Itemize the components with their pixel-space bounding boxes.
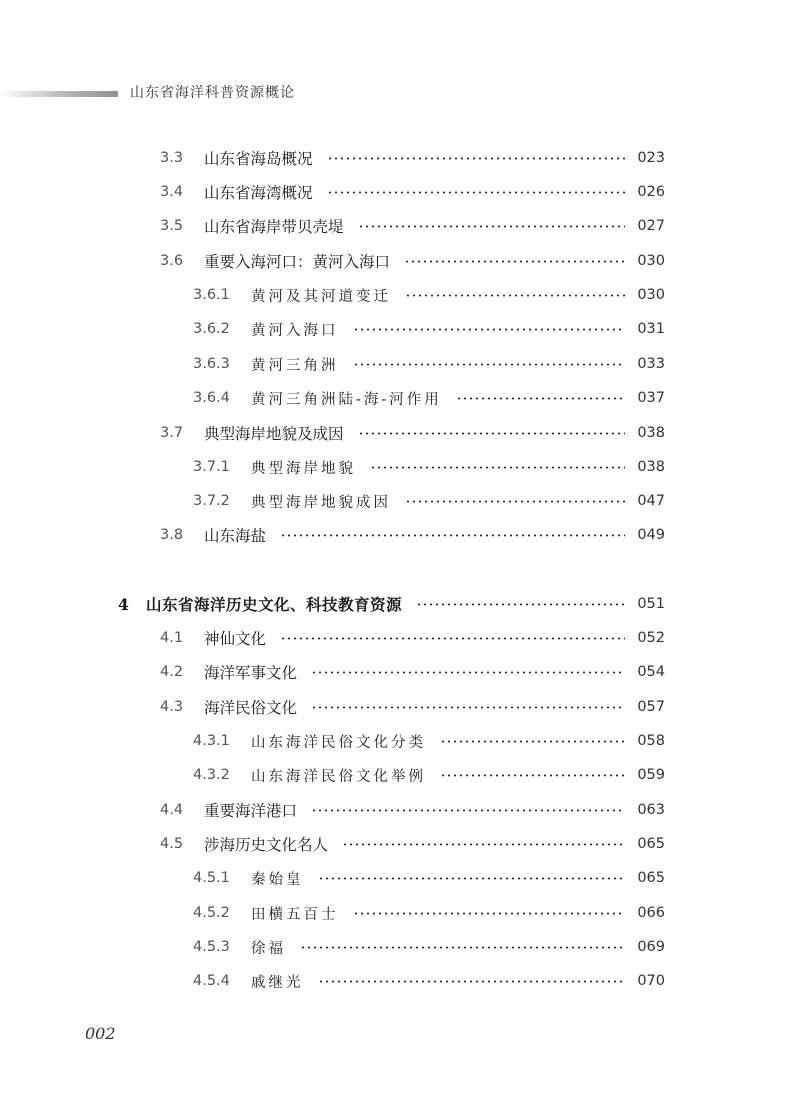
toc-entry-title: 徐福 — [251, 940, 286, 957]
toc-section-entry[interactable] — [160, 421, 665, 445]
toc-entry-title: 田横五百士 — [251, 906, 339, 923]
toc-entry-number: 3.7.1 — [193, 459, 230, 475]
toc-entry-page: 047 — [637, 493, 665, 509]
toc-entry-page: 038 — [637, 425, 665, 441]
toc-dot-leader — [280, 637, 625, 640]
toc-entry-title: 山东海洋民俗文化举例 — [251, 768, 426, 785]
toc-entry-page: 069 — [637, 939, 665, 955]
toc-subsection-entry[interactable] — [193, 729, 665, 753]
toc-dot-leader — [318, 877, 626, 880]
toc-entry-number: 4.4 — [160, 802, 184, 818]
toc-dot-leader — [405, 294, 625, 297]
toc-entry-title: 典型海岸地貌及成因 — [204, 425, 344, 443]
toc-entry-page: 049 — [637, 527, 665, 543]
toc-section-entry[interactable] — [160, 214, 665, 238]
toc-entry-number: 4.5.4 — [193, 973, 230, 989]
toc-entry-title: 重要入海河口：黄河入海口 — [204, 253, 391, 271]
toc-entry-number: 3.7 — [160, 425, 184, 441]
toc-entry-page: 070 — [637, 973, 665, 989]
toc-dot-leader — [353, 363, 626, 366]
toc-entry-page: 026 — [637, 184, 665, 200]
toc-section-entry[interactable] — [160, 180, 665, 204]
toc-chapter-entry[interactable] — [118, 592, 665, 616]
toc-entry-page: 065 — [637, 870, 665, 886]
toc-entry-page: 031 — [637, 321, 665, 337]
toc-dot-leader — [416, 603, 625, 606]
toc-subsection-entry[interactable] — [193, 935, 665, 959]
toc-entry-page: 027 — [637, 218, 665, 234]
toc-entry-title: 山东海洋民俗文化分类 — [251, 734, 426, 751]
toc-entry-title: 黄河三角洲 — [251, 357, 339, 374]
toc-entry-number: 3.6.2 — [193, 321, 230, 337]
toc-dot-leader — [327, 191, 625, 194]
toc-entry-number: 4 — [118, 594, 129, 614]
toc-entry-title: 黄河入海口 — [251, 322, 339, 339]
toc-entry-title: 山东省海湾概况 — [204, 184, 313, 202]
running-header-title: 山东省海洋科普资源概论 — [130, 85, 295, 101]
toc-dot-leader — [440, 774, 625, 777]
toc-entry-number: 4.3 — [160, 699, 184, 715]
toc-section-entry[interactable] — [160, 832, 665, 856]
toc-dot-leader — [311, 706, 625, 709]
toc-section-entry[interactable] — [160, 249, 665, 273]
toc-entry-title: 典型海岸地貌 — [251, 460, 356, 477]
toc-entry-page: 057 — [637, 699, 665, 715]
toc-entry-page: 063 — [637, 802, 665, 818]
toc-entry-page: 059 — [637, 767, 665, 783]
toc-entry-number: 3.6.1 — [193, 287, 230, 303]
toc-dot-leader — [311, 809, 625, 812]
toc-entry-title: 山东省海洋历史文化、科技教育资源 — [146, 595, 403, 614]
toc-entry-page: 051 — [637, 596, 665, 612]
toc-entry-number: 4.5.1 — [193, 870, 230, 886]
toc-entry-number: 4.5 — [160, 836, 184, 852]
toc-dot-leader — [404, 260, 625, 263]
toc-entry-number: 3.8 — [160, 527, 184, 543]
toc-entry-page: 023 — [637, 150, 665, 166]
toc-entry-page: 054 — [637, 664, 665, 680]
toc-entry-page: 030 — [637, 287, 665, 303]
toc-entry-number: 3.7.2 — [193, 493, 230, 509]
toc-dot-leader — [370, 466, 625, 469]
toc-entry-number: 4.2 — [160, 664, 184, 680]
toc-entry-page: 066 — [637, 905, 665, 921]
toc-entry-title: 黄河及其河道变迁 — [251, 288, 391, 305]
toc-dot-leader — [358, 432, 625, 435]
toc-dot-leader — [353, 328, 626, 331]
toc-section-entry[interactable] — [160, 660, 665, 684]
toc-entry-number: 4.3.2 — [193, 767, 230, 783]
toc-subsection-entry[interactable] — [193, 489, 665, 513]
toc-entry-page: 058 — [637, 733, 665, 749]
toc-subsection-entry[interactable] — [193, 866, 665, 890]
toc-dot-leader — [300, 946, 625, 949]
toc-entry-title: 山东省海岸带贝壳堤 — [204, 218, 344, 236]
toc-dot-leader — [405, 500, 625, 503]
toc-dot-leader — [358, 225, 625, 228]
toc-dot-leader — [353, 912, 626, 915]
toc-subsection-entry[interactable] — [193, 901, 665, 925]
toc-dot-leader — [311, 671, 625, 674]
toc-entry-title: 重要海洋港口 — [204, 802, 298, 820]
toc-section-entry[interactable] — [160, 798, 665, 822]
toc-entry-title: 黄河三角洲陆-海-河作用 — [251, 391, 442, 408]
toc-subsection-entry[interactable] — [193, 763, 665, 787]
toc-section-entry[interactable] — [160, 523, 665, 547]
toc-entry-page: 037 — [637, 390, 665, 406]
toc-dot-leader — [342, 843, 625, 846]
header-rule — [0, 91, 118, 97]
toc-entry-number: 3.3 — [160, 150, 184, 166]
toc-entry-number: 3.4 — [160, 184, 184, 200]
toc-entry-title: 山东省海岛概况 — [204, 150, 313, 168]
toc-entry-page: 065 — [637, 836, 665, 852]
toc-dot-leader — [440, 740, 625, 743]
toc-entry-page: 038 — [637, 459, 665, 475]
toc-entry-page: 052 — [637, 630, 665, 646]
toc-subsection-entry[interactable] — [193, 455, 665, 479]
toc-subsection-entry[interactable] — [193, 352, 665, 376]
toc-section-entry[interactable] — [160, 626, 665, 650]
toc-dot-leader — [456, 397, 625, 400]
toc-subsection-entry[interactable] — [193, 283, 665, 307]
toc-entry-title: 海洋军事文化 — [204, 664, 298, 682]
toc-entry-number: 3.6.3 — [193, 356, 230, 372]
toc-entry-title: 涉海历史文化名人 — [204, 836, 329, 854]
toc-section-entry[interactable] — [160, 146, 665, 170]
toc-entry-title: 秦始皇 — [251, 871, 304, 888]
toc-subsection-entry[interactable] — [193, 386, 665, 410]
toc-section-entry[interactable] — [160, 695, 665, 719]
toc-dot-leader — [318, 980, 626, 983]
toc-subsection-entry[interactable] — [193, 969, 665, 993]
toc-entry-number: 4.5.2 — [193, 905, 230, 921]
toc-entry-number: 3.6 — [160, 253, 184, 269]
toc-entry-number: 4.3.1 — [193, 733, 230, 749]
toc-entry-page: 030 — [637, 253, 665, 269]
toc-entry-number: 3.5 — [160, 218, 184, 234]
toc-entry-number: 3.6.4 — [193, 390, 230, 406]
toc-subsection-entry[interactable] — [193, 317, 665, 341]
toc-entry-number: 4.5.3 — [193, 939, 230, 955]
toc-dot-leader — [280, 534, 625, 537]
toc-dot-leader — [327, 157, 625, 160]
toc-entry-number: 4.1 — [160, 630, 184, 646]
toc-entry-title: 典型海岸地貌成因 — [251, 494, 391, 511]
page-number: 002 — [85, 1024, 116, 1043]
toc-entry-title: 戚继光 — [251, 974, 304, 991]
toc-entry-title: 山东海盐 — [204, 527, 267, 545]
toc-entry-title: 神仙文化 — [204, 630, 267, 648]
toc-entry-title: 海洋民俗文化 — [204, 699, 298, 717]
toc-entry-page: 033 — [637, 356, 665, 372]
